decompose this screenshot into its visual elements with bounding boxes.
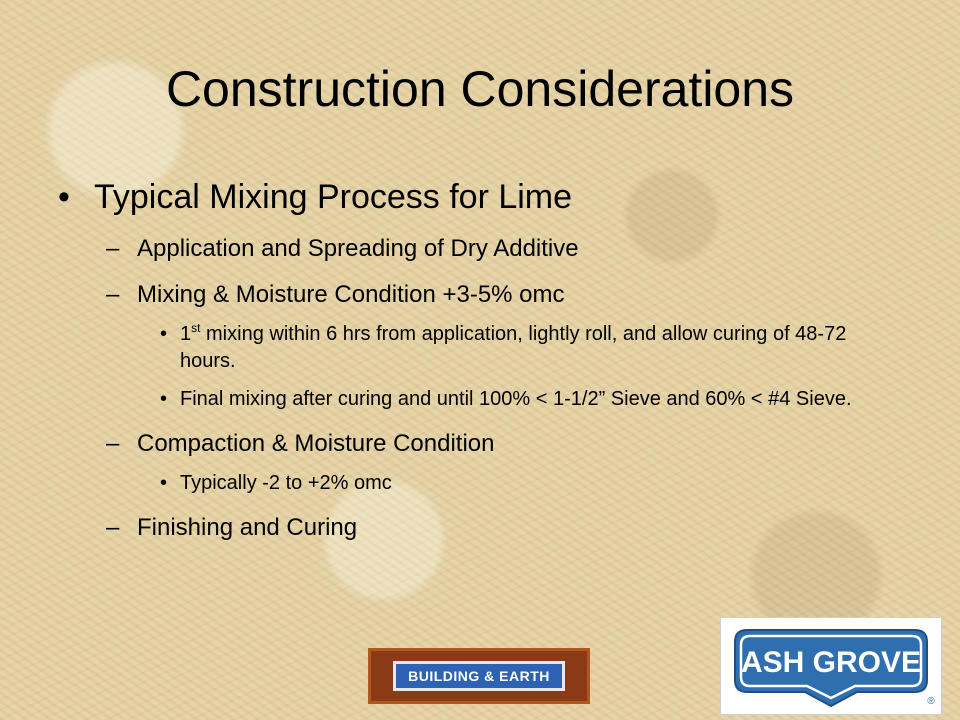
dash-icon: – [106,235,120,262]
list-item [58,280,908,310]
bullet-icon: • [160,472,168,494]
sub-list-item [58,470,908,497]
item-text: Mixing & Moisture Condition +3-5% omc [137,281,565,308]
item-text: Compaction & Moisture Condition [137,430,495,457]
dash-icon: – [106,514,120,541]
building-earth-logo-text: BUILDING & EARTH [393,661,565,691]
slide-content [58,176,908,543]
bullet-icon: • [160,388,168,410]
heading-text: Typical Mixing Process for Lime [94,178,573,216]
dash-icon: – [106,281,120,308]
ash-grove-logo-text: ASH GROVE [740,646,922,679]
sub-list-item [58,386,908,413]
ordinal-suffix: st [191,321,201,335]
registered-mark: ® [927,696,935,707]
sub-item-text: Final mixing after curing and until 100% < 1-1/2” Sieve and 60% < #4 Sieve. [180,388,852,410]
item-text: Application and Spreading of Dry Additive [137,235,579,262]
list-item [58,513,908,543]
sub-item-text: Typically -2 to +2% omc [180,472,392,494]
list-item [58,234,908,264]
sub-list-item [58,321,908,375]
heading-bullet [58,176,908,218]
list-item [58,429,908,459]
building-earth-logo [368,648,590,704]
item-text: Finishing and Curing [137,514,358,541]
sub-item-number: 1 [180,323,192,345]
ash-grove-logo [720,617,942,715]
slide-title: Construction Considerations [165,61,795,117]
bullet-icon: • [58,178,70,216]
bullet-icon: • [160,323,168,345]
sub-item-text: mixing within 6 hrs from application, lightly roll, and allow curing of 48-72 hours. [180,323,847,372]
dash-icon: – [106,430,120,457]
